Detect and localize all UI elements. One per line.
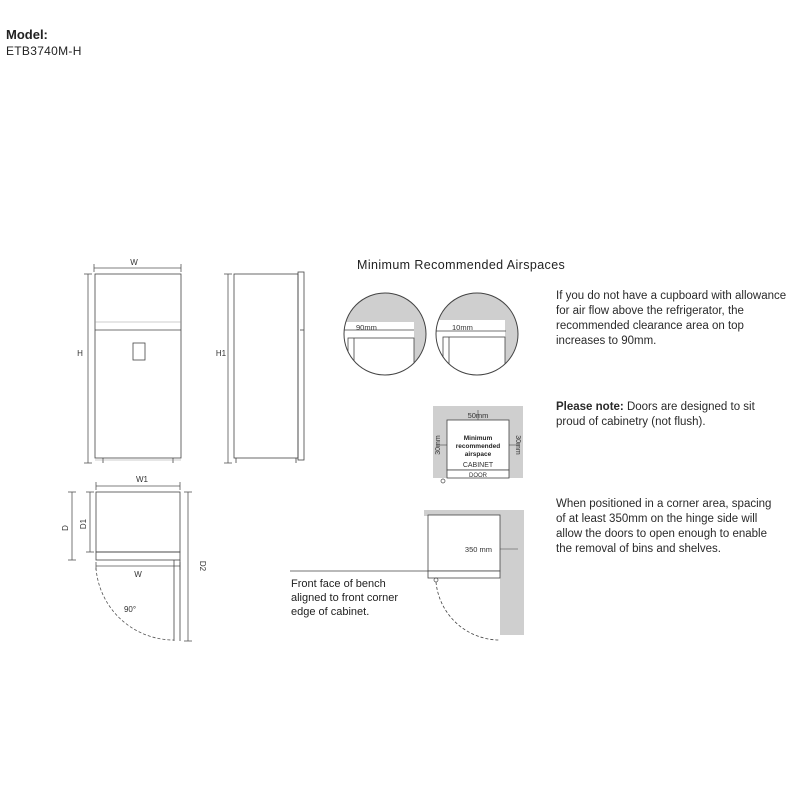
circle-right-label: 10mm <box>452 323 473 332</box>
top-gap-label: 50mm <box>467 411 489 420</box>
right-gap-label: 30mm <box>514 435 521 455</box>
airspace-circle-with-cupboard <box>430 290 525 383</box>
cabinet-top-view <box>428 515 500 571</box>
depth2-label: D2 <box>198 560 207 572</box>
please-note-label: Please note: <box>556 401 624 413</box>
front-view <box>84 264 181 463</box>
fridge-top-body <box>96 492 180 552</box>
side-wall <box>500 510 524 635</box>
airspaces-title: Minimum Recommended Airspaces <box>357 258 566 272</box>
door-label: DOOR <box>469 473 487 479</box>
center-line-1: Minimum <box>463 435 493 442</box>
model-label: Model: <box>6 27 48 42</box>
bench-note: Front face of bench aligned to front corner edge of cabinet. <box>291 578 399 618</box>
top-view <box>68 482 192 641</box>
cupboard-note: If you do not have a cupboard with allowance for air flow above the refrigerator, the recommended clearance area on top increases to 90mm. <box>556 290 787 347</box>
left-gap-label: 30mm <box>435 435 442 455</box>
width1-label: W1 <box>136 475 148 484</box>
corner-note: When positioned in a corner area, spacing of at least 350mm on the hinge side will allow the doors to open enough to enable the removal of bins and shelves. <box>556 498 772 555</box>
model-number: ETB3740M-H <box>6 44 82 58</box>
angle-label: 90° <box>123 605 137 614</box>
corner-install <box>290 510 524 640</box>
fridge-front-body <box>95 274 181 458</box>
airspace-circle-no-cupboard <box>340 290 434 384</box>
width-label: W <box>130 258 138 267</box>
cabinet-label: CABINET <box>462 462 494 469</box>
circle-left-label: 90mm <box>356 323 377 332</box>
door-profile <box>298 272 304 460</box>
please-note-text: Doors are designed to sit proud of cabinetry (not flush). <box>556 401 755 428</box>
center-line-2: recommended <box>455 443 501 450</box>
corner-door-swing <box>436 582 500 640</box>
center-line-3: airspace <box>464 451 492 458</box>
bottom-width-label: W <box>134 570 142 579</box>
height-label: H <box>77 349 83 358</box>
side-view <box>224 272 304 463</box>
fridge-side-body <box>234 274 298 458</box>
height1-label: H1 <box>215 349 227 358</box>
depth1-label: D1 <box>79 518 88 530</box>
corner-gap-label: 350 mm <box>464 545 492 554</box>
water-dispenser <box>133 343 145 360</box>
door-top-profile <box>96 552 180 560</box>
depth-label: D <box>61 525 70 531</box>
